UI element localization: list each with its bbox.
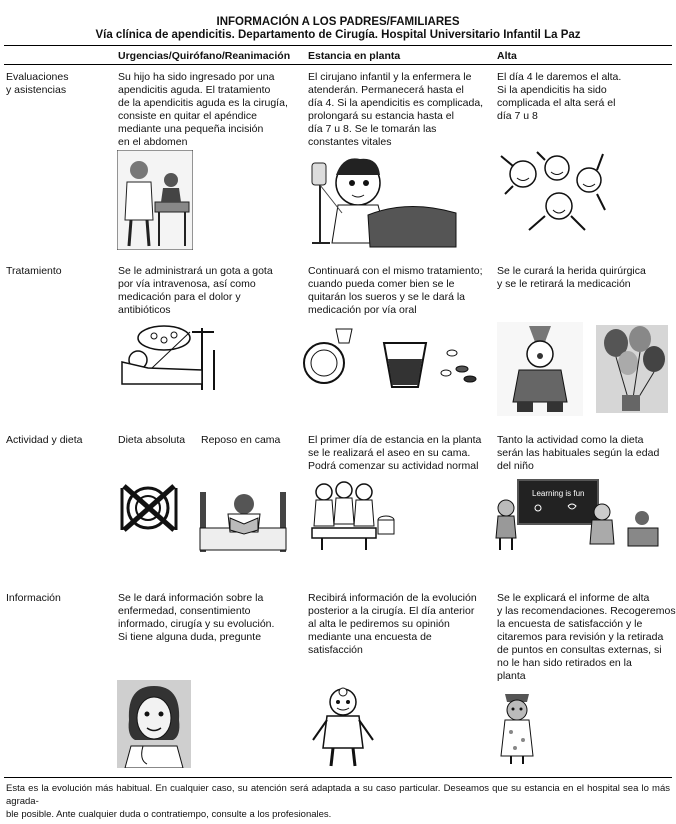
- row3-reposo-text: Reposo en cama: [201, 434, 281, 446]
- row4-estancia-text: Recibirá información de la evolución posterior a la cirugía. El día anterior al alta le pediremos su opinión mediante una encuesta de satisfacción: [308, 592, 477, 656]
- row3-dieta-absoluta-text: Dieta absoluta: [118, 434, 186, 446]
- chalkboard-text: Learning is fun: [532, 489, 585, 498]
- balloons-photo: [596, 325, 668, 413]
- row-label-tratamiento: Tratamiento: [6, 265, 62, 277]
- child-in-bed-illustration: [308, 155, 458, 250]
- row2-estancia-text: Continuará con el mismo tratamiento; cuando pueda comer bien se le quitarán los sueros y se le dará la medicación por vía oral: [308, 265, 483, 316]
- clown-photo: [497, 322, 583, 416]
- row4-urgencias-text: Se le dará información sobre la enfermedad, consentimiento informado, cirugía y su evolución. Si tiene alguna duda, pregunte: [118, 592, 275, 643]
- row3-estancia-text: El primer día de estancia en la planta se le realizará el aseo en su cama. Podrá comenzar su actividad normal: [308, 434, 482, 472]
- no-food-icon: [118, 482, 180, 534]
- footer-rule: [4, 777, 672, 778]
- row-label-informacion: Información: [6, 592, 61, 604]
- row3-alta-text: Tanto la actividad como la dieta serán las habituales según la edad del niño: [497, 434, 660, 472]
- row4-alta-text: Se le explicará el informe de alta y las recomendaciones. Recogeremos la encuesta de satisfacción y le citaremos para revisión y la retirada de puntos en consultas externas, si no le han sido retirados en la planta: [497, 592, 676, 682]
- child-reading-in-bed-illustration: [198, 488, 288, 554]
- doctor-with-child-illustration: [117, 150, 193, 250]
- row1-estancia-text: El cirujano infantil y la enfermera le atenderán. Permanecerá hasta el día 4. Si la apendicitis es complicada, prolongará su estancia hasta el día 7 u 8. Se le tomarán las constantes vitales: [308, 71, 484, 148]
- page-subtitle: Vía clínica de apendicitis. Departamento de Cirugía. Hospital Universitario Infantil La Paz: [95, 29, 581, 41]
- page-title: INFORMACIÓN A LOS PADRES/FAMILIARES: [216, 16, 460, 28]
- oral-medication-illustration: [302, 325, 480, 391]
- header-rule: [4, 64, 672, 65]
- column-header-estancia: Estancia en planta: [308, 50, 401, 62]
- column-header-urgencias: Urgencias/Quirófano/Reanimación: [118, 50, 291, 62]
- doctor-cartoon-illustration: [305, 684, 381, 770]
- iv-drip-bed-illustration: [118, 322, 226, 392]
- footer-note: Esta es la evolución más habitual. En cualquier caso, su atención será adaptada a su caso particular. Deseamos que su estancia en el hospital sea lo más agrada- ble posible. Ante cualquier duda o contratiempo, consulte a los profesionales.: [6, 783, 670, 820]
- row2-urgencias-text: Se le administrará un gota a gota por vía intravenosa, así como medicación para el dolor y antibióticos: [118, 265, 273, 316]
- column-header-alta: Alta: [497, 50, 517, 62]
- surgeons-operating-illustration: [308, 480, 396, 552]
- row1-alta-text: El día 4 le daremos el alta. Si la apendicitis ha sido complicada el alta será el día 7 u 8: [497, 71, 622, 122]
- row1-urgencias-text: Su hijo ha sido ingresado por una apendicitis aguda. El tratamiento de la apendicitis aguda es la cirugía, consiste en quitar el apéndice mediante una pequeña incisión en el abdomen: [118, 71, 288, 148]
- row-label-actividad: Actividad y dieta: [6, 434, 83, 446]
- row-label-evaluaciones: Evaluaciones y asistencias: [6, 71, 69, 96]
- learning-chalkboard-illustration: [492, 478, 662, 552]
- happy-children-illustration: [497, 150, 609, 234]
- row2-alta-text: Se le curará la herida quirúrgica y se le retirará la medicación: [497, 265, 646, 290]
- top-rule: [4, 45, 672, 46]
- child-patient-illustration: [497, 690, 537, 766]
- nurse-portrait-illustration: [117, 680, 191, 768]
